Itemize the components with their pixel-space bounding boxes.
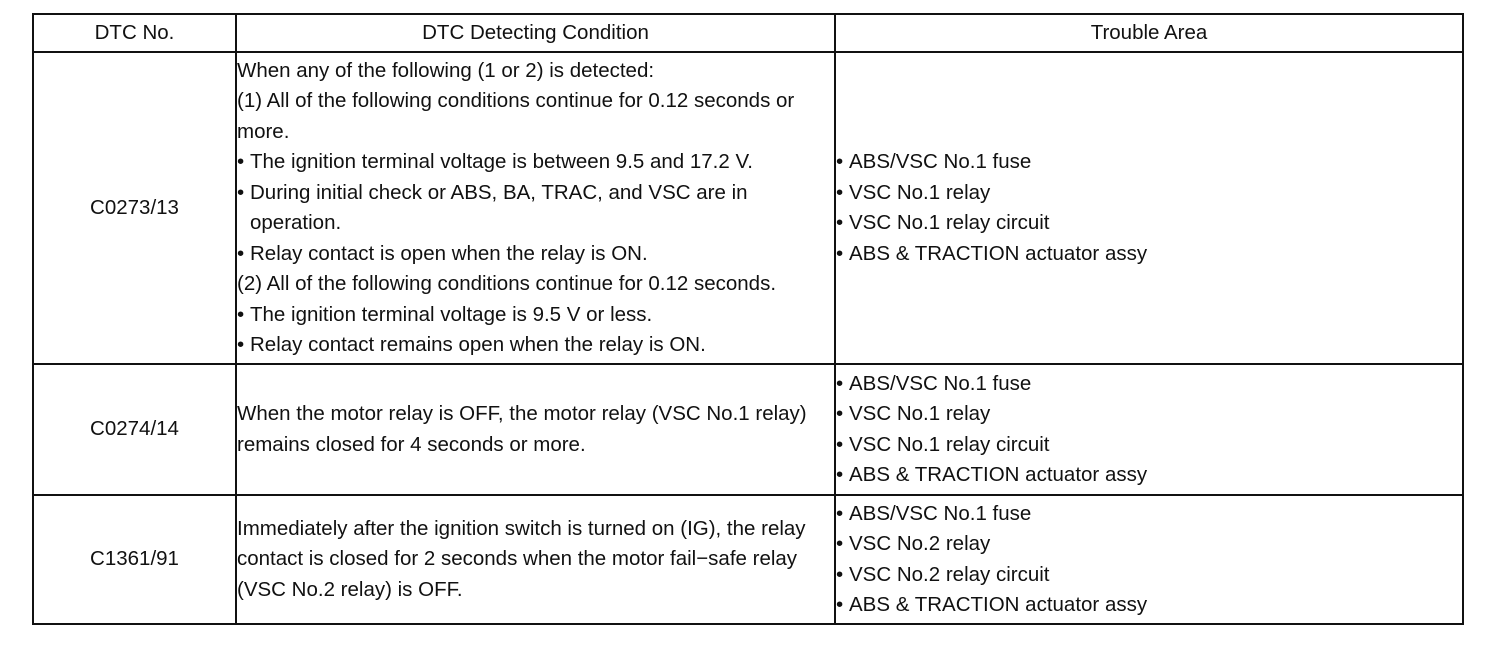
- trouble-area-text: VSC No.1 relay circuit: [849, 211, 1050, 234]
- trouble-area-item: [836, 147, 1462, 178]
- condition-bullet: [237, 300, 834, 331]
- trouble-area-item: [836, 239, 1462, 270]
- bullet-icon: •: [836, 371, 844, 395]
- condition-bullet: [237, 330, 834, 361]
- trouble-area-item: [836, 460, 1462, 491]
- bullet-icon: •: [237, 180, 245, 204]
- trouble-area: [835, 495, 1463, 624]
- condition-text: Immediately after the ignition switch is turned on (IG), the relay contact is closed for 2 seconds when the motor fail−safe relay (VSC No.2 relay) is OFF.: [237, 516, 806, 601]
- header-dtc-no: DTC No.: [33, 14, 236, 52]
- condition-bullet: [237, 239, 834, 270]
- dtc-code: C0274/14: [33, 364, 236, 495]
- dtc-table: [32, 13, 1464, 625]
- dtc-code: C0273/13: [33, 52, 236, 364]
- table-row: [33, 364, 1463, 495]
- bullet-icon: •: [836, 241, 844, 265]
- condition-bullet-text: Relay contact remains open when the relay is ON.: [250, 333, 706, 356]
- trouble-area-item: [836, 499, 1462, 530]
- table-row: [33, 495, 1463, 624]
- header-row: [33, 14, 1463, 52]
- trouble-area-item: [836, 590, 1462, 621]
- bullet-icon: •: [836, 402, 844, 425]
- trouble-area-text: VSC No.1 relay: [849, 402, 991, 425]
- condition-text: When the motor relay is OFF, the motor relay (VSC No.1 relay) remains closed for 4 seconds or more.: [237, 402, 807, 456]
- trouble-area: [835, 52, 1463, 364]
- trouble-area-text: ABS & TRACTION actuator assy: [849, 463, 1148, 486]
- condition-line: (2) All of the following conditions continue for 0.12 seconds.: [237, 272, 777, 295]
- condition-line: (1) All of the following conditions continue for 0.12 seconds or more.: [237, 89, 795, 143]
- bullet-icon: •: [237, 333, 245, 356]
- condition-bullet-text: During initial check or ABS, BA, TRAC, and VSC are in operation.: [250, 180, 748, 234]
- trouble-area-text: VSC No.2 relay circuit: [849, 562, 1050, 586]
- trouble-area: [835, 364, 1463, 495]
- condition-bullet-text: The ignition terminal voltage is 9.5 V or less.: [250, 302, 653, 326]
- trouble-area-text: ABS & TRACTION actuator assy: [849, 241, 1148, 265]
- header-detecting-condition: DTC Detecting Condition: [236, 14, 835, 52]
- condition-bullet: [237, 147, 834, 178]
- table-row: [33, 52, 1463, 364]
- trouble-area-item: [836, 529, 1462, 560]
- trouble-area-item: [836, 369, 1462, 400]
- trouble-area-text: ABS/VSC No.1 fuse: [849, 371, 1032, 395]
- trouble-area-text: VSC No.1 relay: [849, 180, 991, 204]
- bullet-icon: •: [836, 532, 844, 555]
- bullet-icon: •: [836, 463, 844, 486]
- bullet-icon: •: [836, 562, 844, 586]
- dtc-code: C1361/91: [33, 495, 236, 624]
- bullet-icon: •: [237, 241, 245, 265]
- trouble-area-text: VSC No.1 relay circuit: [849, 432, 1050, 456]
- bullet-icon: •: [237, 302, 245, 326]
- bullet-icon: •: [836, 501, 844, 525]
- detecting-condition: [236, 495, 835, 624]
- trouble-area-text: ABS & TRACTION actuator assy: [849, 593, 1148, 616]
- trouble-area-item: [836, 178, 1462, 209]
- bullet-icon: •: [836, 180, 844, 204]
- trouble-area-text: VSC No.2 relay: [849, 532, 991, 555]
- detecting-condition: [236, 52, 835, 364]
- trouble-area-item: [836, 208, 1462, 239]
- detecting-condition: [236, 364, 835, 495]
- condition-bullet-text: The ignition terminal voltage is between 9.5 and 17.2 V.: [250, 150, 753, 173]
- bullet-icon: •: [237, 150, 245, 173]
- trouble-area-text: ABS/VSC No.1 fuse: [849, 150, 1032, 173]
- bullet-icon: •: [836, 432, 844, 456]
- trouble-area-text: ABS/VSC No.1 fuse: [849, 501, 1032, 525]
- bullet-icon: •: [836, 150, 844, 173]
- trouble-area-item: [836, 560, 1462, 591]
- condition-line: When any of the following (1 or 2) is detected:: [237, 58, 655, 82]
- bullet-icon: •: [836, 593, 844, 616]
- trouble-area-item: [836, 430, 1462, 461]
- header-trouble-area: Trouble Area: [835, 14, 1463, 52]
- bullet-icon: •: [836, 211, 844, 234]
- condition-bullet-text: Relay contact is open when the relay is ON.: [250, 241, 648, 265]
- condition-bullet: [237, 178, 834, 239]
- trouble-area-item: [836, 399, 1462, 430]
